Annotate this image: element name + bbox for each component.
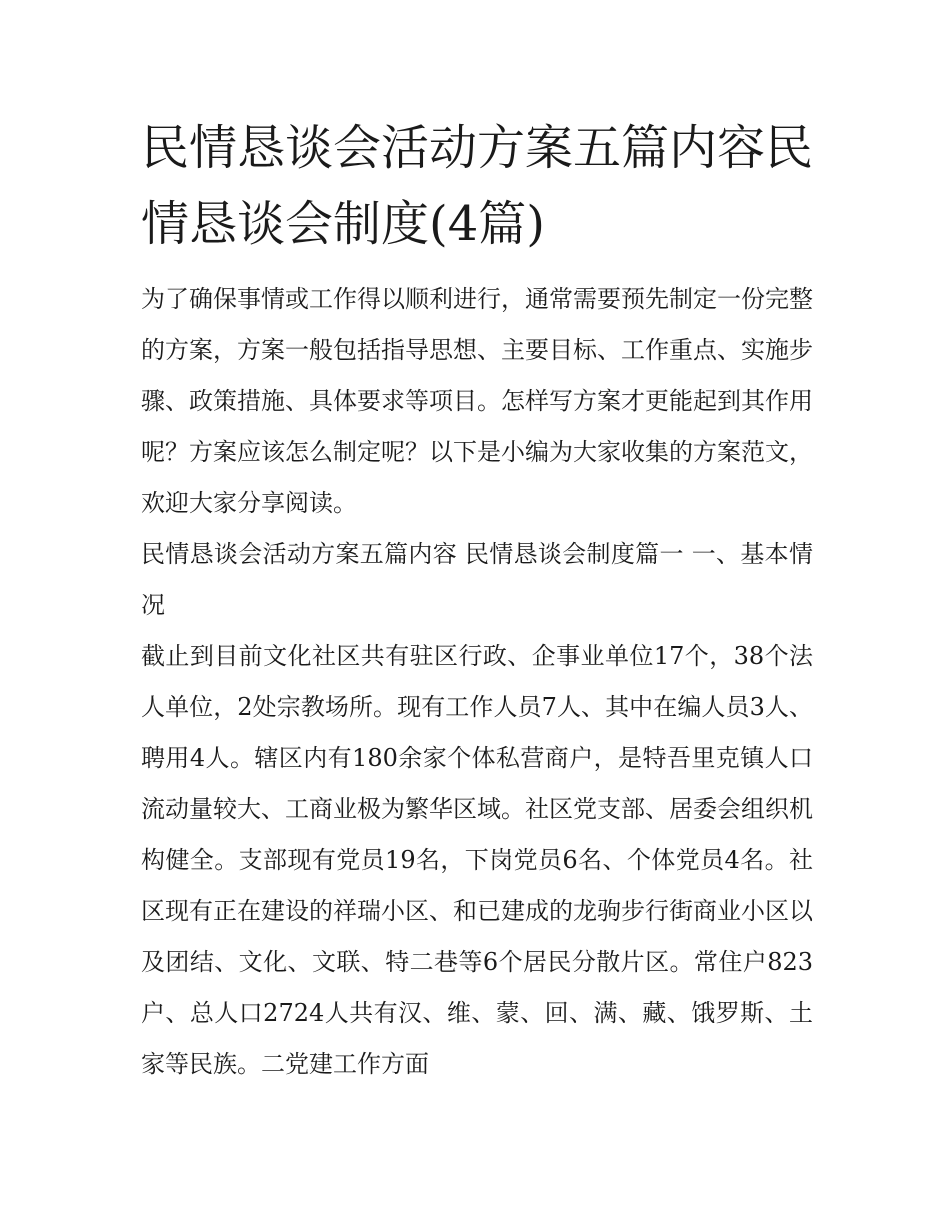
basic-situation-paragraph: 截止到目前文化社区共有驻区行政、企事业单位17个，38个法人单位，2处宗教场所。现有工作人员7人、其中在编人员3人、聘用4人。辖区内有180余家个体私营商户，是特吾里克镇人口流动量较大、工商业极为繁华区域。社区党支部、居委会组织机构健全。支部现有党员19名，下岗党员6名、个体党员4名。社区现有正在建设的祥瑞小区、和已建成的龙驹步行街商业小区以及团结、文化、文联、特二巷等6个居民分散片区。常住户823户、总人口2724人共有汉、维、蒙、回、满、藏、饿罗斯、土家等民族。二党建工作方面 <box>141 642 813 1078</box>
document-body <box>141 274 813 1090</box>
intro-paragraph: 为了确保事情或工作得以顺利进行，通常需要预先制定一份完整的方案，方案一般包括指导思想、主要目标、工作重点、实施步骤、政策措施、具体要求等项目。怎样写方案才更能起到其作用呢？方案应该怎么制定呢？以下是小编为大家收集的方案范文，欢迎大家分享阅读。 <box>141 285 813 517</box>
section-heading-paragraph: 民情恳谈会活动方案五篇内容 民情恳谈会制度篇一 一、基本情况 <box>141 540 813 619</box>
document-title: 民情恳谈会活动方案五篇内容民情恳谈会制度(4篇) <box>141 120 814 252</box>
